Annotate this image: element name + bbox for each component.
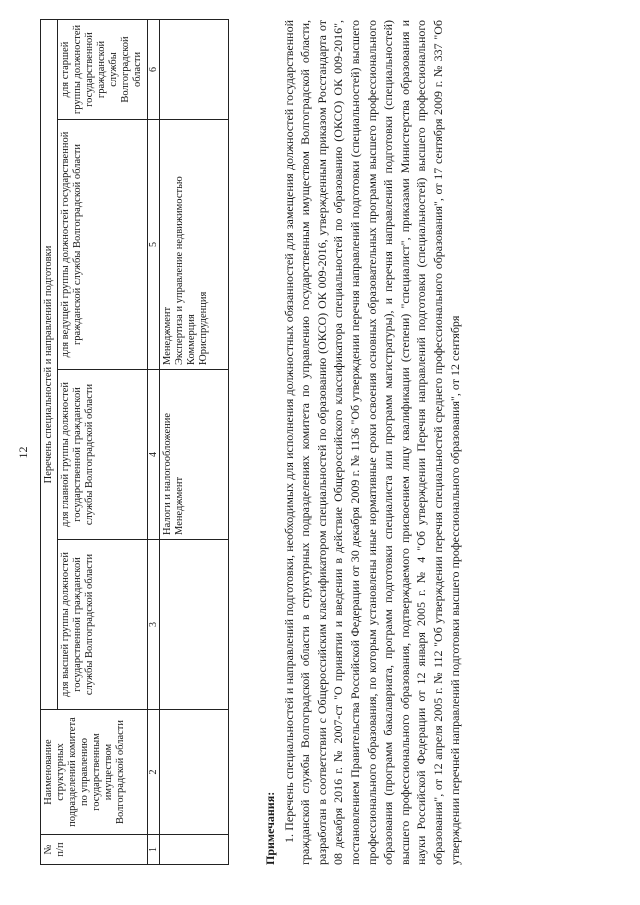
header-unit: Наименование структурных подразделений комитета по управлению государственным имуществом Волгоградской области	[41, 710, 148, 835]
column-number: 1	[147, 835, 160, 865]
specialty-item: Менеджмент	[174, 476, 186, 535]
column-number: 3	[147, 540, 160, 710]
column-number: 6	[147, 19, 160, 119]
notes-section	[262, 20, 463, 865]
header-leading-group: для ведущей группы должностей государственной гражданской службы Волгоградской области	[58, 120, 147, 370]
notes-line: (специальностей) высшего профессионального образования, по которым установлены иные нормативные сроки освоения	[347, 19, 379, 865]
notes-line: направлений подготовки (специальностей) высшего профессионального образования", от 12 апреля 2005 г.	[414, 19, 445, 865]
notes-line: Министерства образования и науки Российской Федерации от 12 января 2005 г. № 4 "Об утверждении Перечня	[397, 20, 429, 865]
cell-senior-specialties	[160, 19, 229, 119]
column-numbers-row	[147, 19, 160, 864]
specialty-item: Экспертиза и управление недвижимостью	[174, 176, 186, 365]
page-number: 12	[16, 446, 30, 459]
notes-line: 1. Перечень специальностей и направлений подготовки, необходимых для исполнения должностных обязанностей	[281, 253, 296, 843]
cell-senior-top-specialties	[160, 540, 229, 710]
notes-line: № 337 "Об утверждении перечней направлений подготовки высшего профессионального образования", от 12 сентября	[430, 20, 462, 865]
header-chief-group: для главной группы должностей государственной гражданской службы Волгоградской области	[58, 370, 147, 540]
notes-paragraph	[281, 20, 464, 865]
table-row	[160, 19, 229, 864]
notes-line: Правительства Российской Федерации от 30 декабря 2009 г. № 1136 "Об утверждении перечня направлений подготовки	[347, 160, 362, 778]
cell-unit	[160, 710, 229, 835]
column-number: 5	[147, 120, 160, 370]
notes-line: подразделениях комитета по управлению государственным имуществом Волгоградской области, разработан	[298, 19, 329, 865]
notes-line: профессионального образования, подтверждаемого присвоением лицу квалификации (степени) "специалист", приказами	[397, 178, 412, 816]
cell-chief-specialties	[160, 370, 229, 540]
notes-title: Примечания:	[263, 791, 277, 865]
notes-line: подготовки специалиста или программ магистратуры), и перечня направлений подготовки (специальностей) высшего	[381, 19, 412, 865]
notes-line: основных образовательных программ высшего профессионального образования (программ бакалавриата, программ	[364, 20, 396, 865]
specialty-item: Коммерция	[186, 314, 198, 365]
specialty-item: Юриспруденция	[198, 291, 210, 365]
specialty-item: Налоги и налогообложение	[162, 412, 173, 535]
notes-line: № 112 "Об утверждении перечня специальностей среднего профессионального образования", от 17 сентября 2009 г.	[430, 80, 445, 684]
notes-line: для замещения должностей государственной гражданской службы Волгоградской области в структурных	[281, 20, 313, 865]
specialties-table	[40, 19, 229, 865]
column-number: 2	[147, 710, 160, 835]
column-number: 4	[147, 370, 160, 540]
notes-line: в соответствии с Общероссийским классификатором специальностей по образованию (ОКСО) ОК 009-2016,	[314, 239, 329, 805]
cell-num	[160, 835, 229, 865]
header-group-title: Перечень специальностей и направлений подготовки	[41, 19, 58, 709]
specialty-item: Менеджмент	[162, 306, 173, 365]
header-senior-group: для старшей группы должностей государственной гражданской службы Волгоградской области	[58, 19, 147, 119]
header-senior-top-group: для высшей группы должностей государственной гражданской службы Волгоградской области	[58, 540, 147, 710]
notes-line: утвержденным приказом Росстандарта от 08 декабря 2016 г. № 2007-ст "О принятии и введении в действие	[314, 20, 346, 865]
notes-line: Общероссийского классификатора специальностей по образованию (ОКСО) ОК 009-2016", постановлением	[331, 19, 362, 865]
cell-leading-specialties	[160, 120, 229, 370]
table-header-row-1	[41, 19, 58, 864]
header-num: № п/п	[41, 835, 148, 865]
